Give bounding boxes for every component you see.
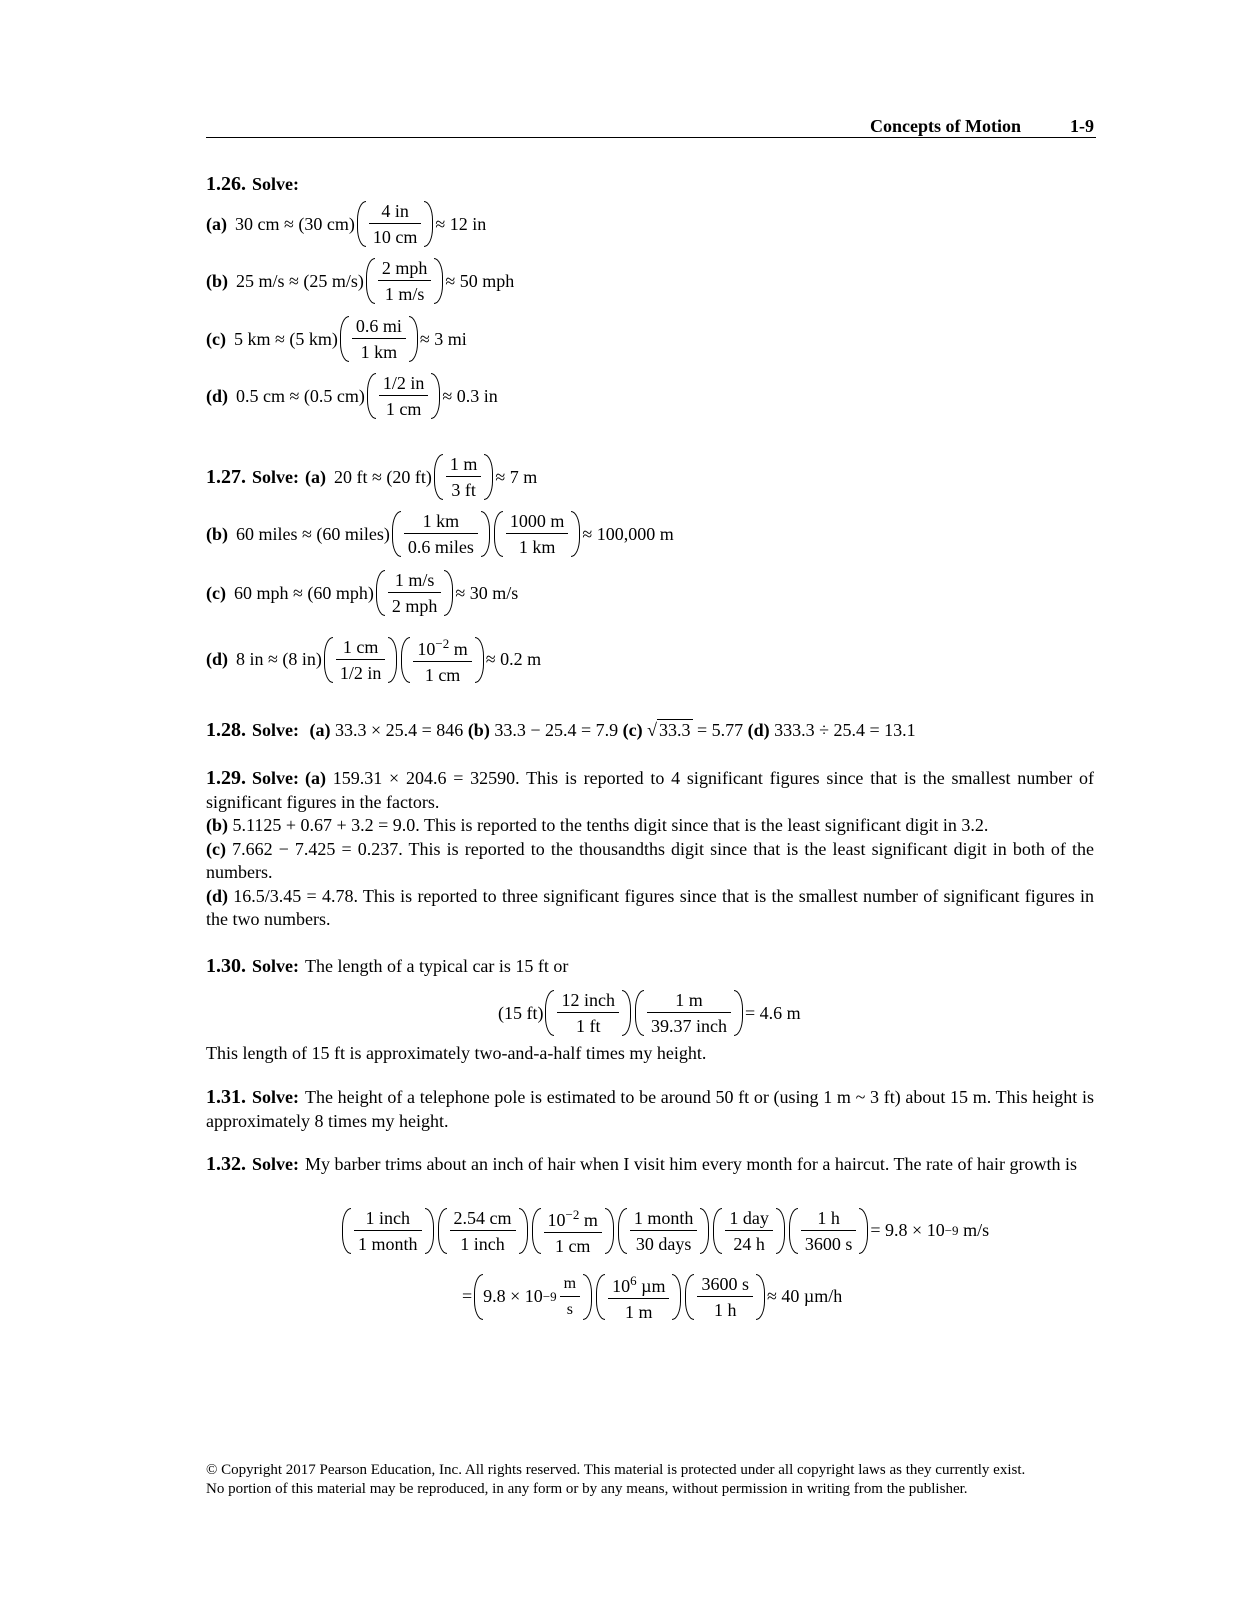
eq-1-30: (15 ft) $\frac{\text{12 inch}}{1 ft}$ $\frac{1 m}{\text{39.37 inch}}$ = 4.6 m (498, 990, 801, 1036)
chapter-title: Concepts of Motion (870, 116, 1021, 136)
eq-1-26-d: (d) 0.5 cm ≈ (0.5 cm) $\frac{1/2 in}{1 cm}$ ≈ 0.3 in (206, 373, 498, 419)
problem-1-32-intro: 1.32. Solve: My barber trims about an inch of hair when I visit him every month for a haircut. The rate of hair growth is (206, 1153, 1077, 1175)
page-number: 1-9 (1070, 116, 1094, 136)
problem-1-28: 1.28. Solve: (a) 33.3 × 25.4 = 846 (b) 33.3 − 25.4 = 7.9 (c) √ 33.3 = 5.77 (d) 333.3 ÷ 25.4 = 13.1 (206, 719, 916, 741)
eq-1-27-a: 1.27. Solve: (a) 20 ft ≈ (20 ft) $\frac{1 m}{3 ft}$ ≈ 7 m (206, 454, 538, 500)
eq-1-32-line1: $\frac{\text{1 inch}}{\text{1 month}}$ $\frac{2.54 cm}{\text{1 inch}}$ $\frac{10^{-2} m}{1 cm}$ $\frac{\text{1 month}}{\text{30 days}}$ $\frac{\text{1 day}}{24 h}$ $\frac{1 h}{3600 s}$ = 9.8 × 10 −9 m/s (340, 1204, 989, 1257)
problem-1-26-heading: 1.26. Solve: (206, 173, 299, 195)
eq-1-26-a: (a) 30 cm ≈ (30 cm) $\frac{4 in}{10 cm}$ ≈ 12 in (206, 201, 487, 247)
eq-1-27-c: (c) 60 mph ≈ (60 mph) $\frac{1 m/s}{\text{2 mph}}$ ≈ 30 m/s (206, 570, 519, 616)
eq-1-26-c: (c) 5 km ≈ (5 km) $\frac{0.6 mi}{1 km}$ ≈ 3 mi (206, 316, 467, 362)
eq-1-32-line2: = 9.8 × 10 −9 $\frac{m}{s}$ $\frac{10^6 \mu m}{1 m}$ $\frac{3600 s}{1 h}$ ≈ 40 µm/h (462, 1270, 842, 1323)
eq-1-26-b: (b) 25 m/s ≈ (25 m/s) $\frac{\text{2 mph}}{1 m/s}$ ≈ 50 mph (206, 258, 515, 304)
problem-1-29: 1.29. Solve: (a) 159.31 × 204.6 = 32590. This is reported to 4 significant figures since that is the smallest number of significant figures in the factors. (b) 5.1125 + 0.67 + 3.2 = 9.0. This is reported to the tenths digit since that is the least significant digit in 3.2. (c) 7.662 − 7.425 = 0.237. This is reported to the thousandths digit since that is the least significant digit in both of the numbers. (d) 16.5/3.45 = 4.78. This is reported to three significant figures since that is the smallest number of significant figures in the two numbers. (206, 767, 1095, 929)
problem-1-31: 1.31. Solve: The height of a telephone pole is estimated to be around 50 ft or (using 1 m ~ 3 ft) about 15 m. This height is approximately 8 times my height. (206, 1086, 1094, 1131)
eq-1-27-b: (b) 60 miles ≈ (60 miles) $\frac{1 km}{\text{0.6 miles}}$ $\frac{1000 m}{1 km}$ ≈ 100,000 m (206, 511, 674, 557)
problem-1-30-intro: 1.30. Solve: The length of a typical car is 15 ft or (206, 955, 569, 977)
problem-1-30-outro: This length of 15 ft is approximately two-and-a-half times my height. (206, 1043, 707, 1063)
page-header (206, 115, 1096, 138)
copyright-footer: © Copyright 2017 Pearson Education, Inc. All rights reserved. This material is protected under all copyright laws as they currently exist. No portion of this material may be reproduced, in any form or by any means, without permission in writing from the publisher. (206, 1462, 1026, 1497)
eq-1-27-d: (d) 8 in ≈ (8 in) $\frac{1 cm}{1/2 in}$ $\frac{10^{-2} m}{1 cm}$ ≈ 0.2 m (206, 633, 541, 686)
